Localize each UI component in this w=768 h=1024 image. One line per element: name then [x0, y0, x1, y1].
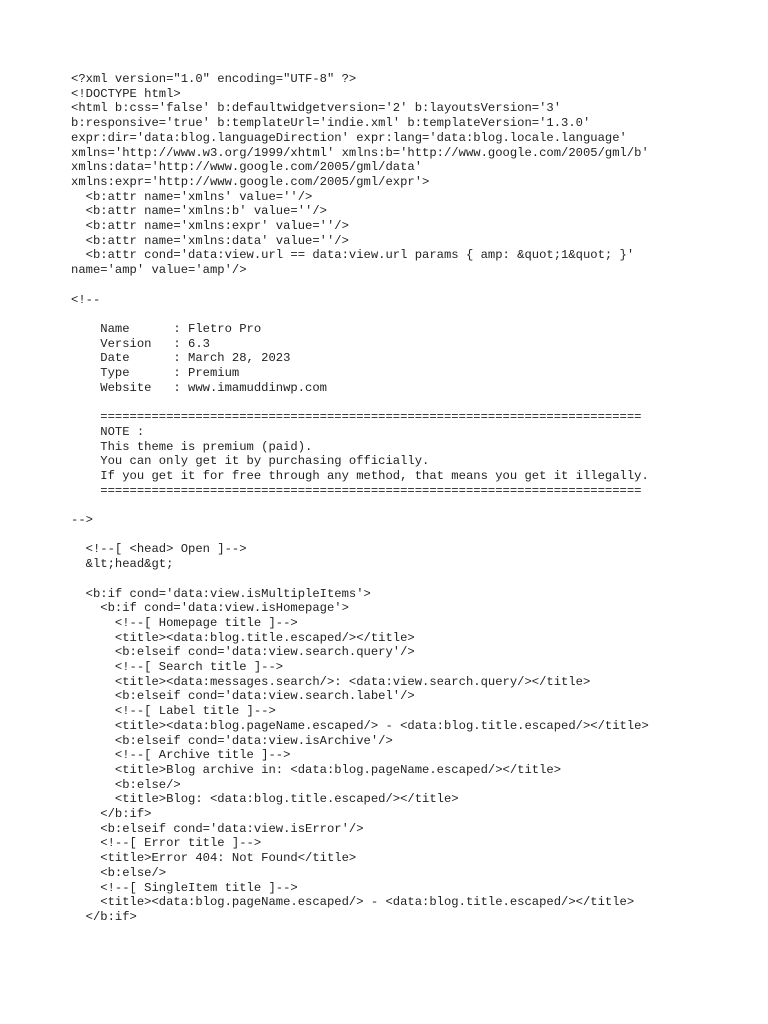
code-line: Type : Premium [71, 366, 240, 380]
code-line: <title><data:messages.search/>: <data:view.search.query/></title> [71, 674, 591, 689]
code-line: <!DOCTYPE html> [71, 86, 181, 101]
code-line: <!--[ Label title ]--> [71, 704, 276, 719]
code-line: <b:attr name='xmlns:data' value=''/> [71, 233, 349, 248]
code-line: --> [71, 513, 93, 527]
code-line: <!--[ <head> Open ]--> [71, 542, 247, 557]
code-line: <!--[ SingleItem title ]--> [71, 880, 298, 895]
code-line: <b:if cond='data:view.isHomepage'> [71, 601, 349, 616]
code-line: <title>Blog archive in: <data:blog.pageName.escaped/></title> [71, 762, 562, 777]
code-line: <b:elseif cond='data:view.isError'/> [71, 821, 364, 836]
code-line: <?xml version="1.0" encoding="UTF-8" ?> [71, 72, 357, 86]
code-line: Website : www.imamuddinwp.com [71, 380, 327, 395]
code-line: xmlns:expr='http://www.google.com/2005/gml/expr'> [71, 174, 430, 189]
code-line: <title>Blog: <data:blog.title.escaped/></title> [71, 792, 459, 807]
code-line: <title><data:blog.title.escaped/></title> [71, 630, 415, 645]
code-line: <!--[ Archive title ]--> [71, 748, 291, 763]
code-line: <b:attr name='xmlns:b' value=''/> [71, 204, 327, 219]
code-line: <b:attr name='xmlns:expr' value=''/> [71, 219, 349, 233]
code-line: ========================================================================== [71, 483, 642, 498]
code-line: Date : March 28, 2023 [71, 351, 291, 366]
code-line: xmlns:data='http://www.google.com/2005/gml/data' [71, 160, 423, 175]
code-line: <!--[ Search title ]--> [71, 660, 284, 674]
code-line: &lt;head&gt; [71, 557, 174, 572]
code-line: Version : 6.3 [71, 336, 210, 351]
code-line: <title><data:blog.pageName.escaped/> - <data:blog.title.escaped/></title> [71, 718, 649, 733]
code-line: Name : Fletro Pro [71, 321, 262, 336]
code-line: <b:else/> [71, 865, 167, 880]
code-line: <b:if cond='data:view.isMultipleItems'> [71, 586, 371, 601]
code-line: <!-- [71, 292, 101, 307]
code-line: expr:dir='data:blog.languageDirection' expr:lang='data:blog.locale.language' [71, 130, 627, 145]
code-line: <b:elseif cond='data:view.search.query'/> [71, 645, 415, 660]
code-line: name='amp' value='amp'/> [71, 263, 247, 278]
code-line: <b:elseif cond='data:view.search.label'/> [71, 689, 415, 704]
code-line: If you get it for free through any method, that means you get it illegally. [71, 468, 649, 483]
code-line: NOTE : [71, 424, 145, 439]
code-line: ========================================================================== [71, 410, 642, 425]
code-line: You can only get it by purchasing officially. [71, 454, 430, 469]
code-line: <b:attr cond='data:view.url == data:view.url params { amp: &quot;1&quot; }' [71, 248, 635, 263]
code-line: <title>Error 404: Not Found</title> [71, 851, 357, 866]
code-line: xmlns='http://www.w3.org/1999/xhtml' xmlns:b='http://www.google.com/2005/gml/b' [71, 145, 649, 160]
code-line: <b:elseif cond='data:view.isArchive'/> [71, 733, 393, 748]
code-line: This theme is premium (paid). [71, 439, 313, 454]
code-line: <b:else/> [71, 777, 181, 792]
code-line: </b:if> [71, 909, 137, 924]
code-line: <title><data:blog.pageName.escaped/> - <data:blog.title.escaped/></title> [71, 895, 635, 910]
code-line: </b:if> [71, 807, 152, 821]
code-line: <b:attr name='xmlns' value=''/> [71, 189, 313, 204]
code-line: b:responsive='true' b:templateUrl='indie.xml' b:templateVersion='1.3.0' [71, 116, 591, 131]
code-line: <!--[ Error title ]--> [71, 836, 262, 851]
code-line: <!--[ Homepage title ]--> [71, 615, 298, 630]
code-line: <html b:css='false' b:defaultwidgetversion='2' b:layoutsVersion='3' [71, 101, 562, 116]
